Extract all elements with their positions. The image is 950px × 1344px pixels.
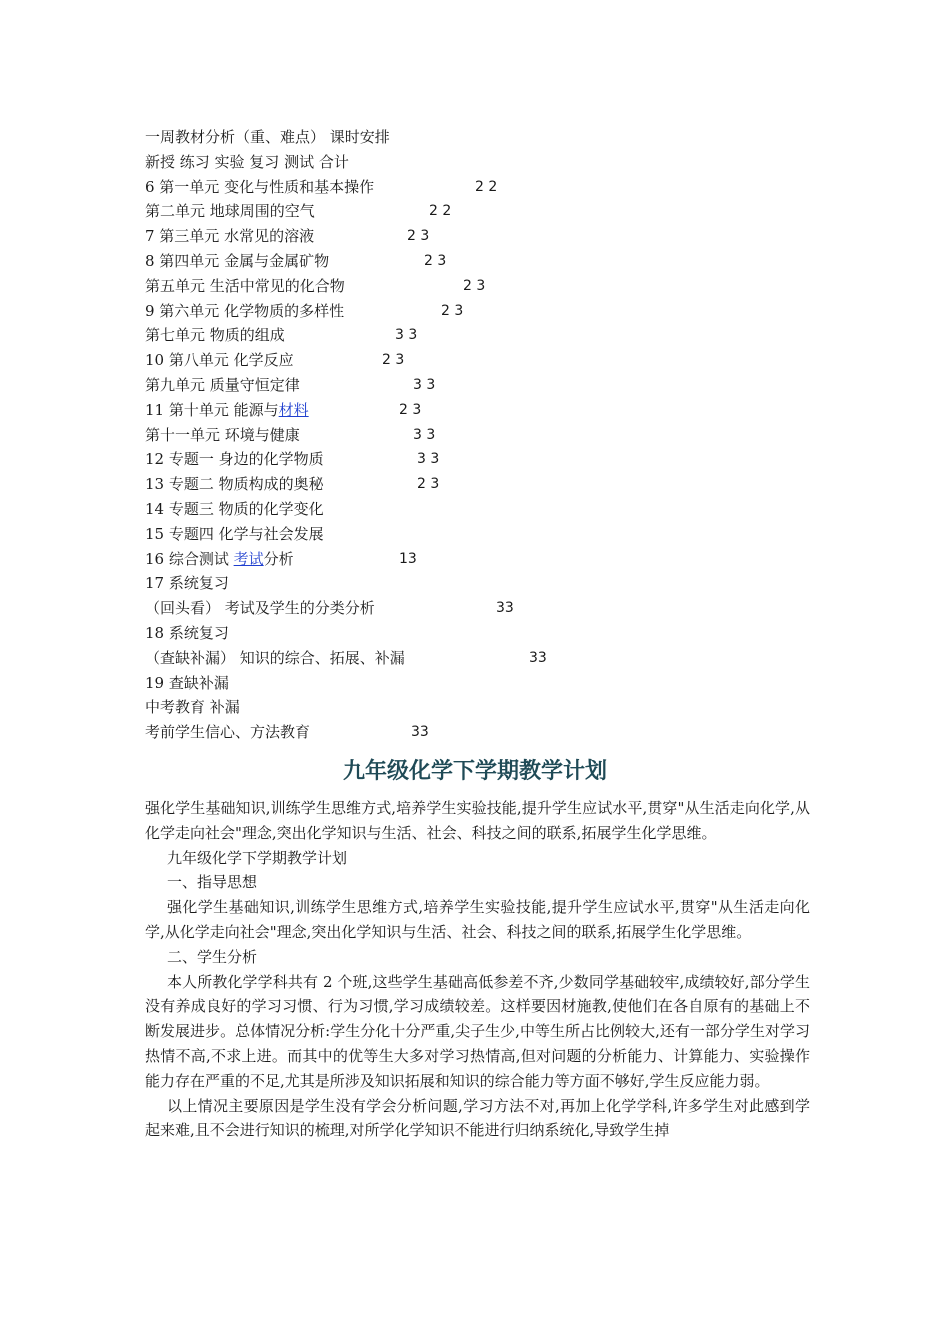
schedule-line bbox=[145, 695, 845, 720]
schedule-line bbox=[145, 373, 845, 398]
schedule-line bbox=[145, 447, 845, 472]
schedule-item-text: 第七单元 物质的组成 bbox=[145, 326, 285, 345]
schedule-item-hours: 2 2 bbox=[475, 178, 498, 195]
schedule-item-hours: 2 3 bbox=[382, 352, 405, 369]
schedule-item-text-before: 16 综合测试 bbox=[145, 549, 234, 568]
schedule-item-hours: 2 3 bbox=[463, 277, 486, 294]
schedule-item-text bbox=[145, 547, 294, 572]
schedule-item-text: （查缺补漏） 知识的综合、拓展、补漏 bbox=[145, 648, 405, 667]
schedule-item-hours: 3 3 bbox=[413, 376, 436, 393]
schedule-line bbox=[145, 720, 845, 745]
schedule-line bbox=[145, 646, 845, 671]
schedule-item-hours: 3 3 bbox=[417, 451, 440, 468]
schedule-line bbox=[145, 224, 845, 249]
schedule-item-text: 第九单元 质量守恒定律 bbox=[145, 375, 300, 394]
schedule-item-text: 中考教育 补漏 bbox=[145, 698, 240, 717]
schedule-line bbox=[145, 323, 845, 348]
schedule-header-text: 一周教材分析（重、难点） 课时安排 bbox=[145, 128, 390, 146]
schedule-item-hours: 33 bbox=[529, 649, 547, 666]
guiding-thought-paragraph: 强化学生基础知识,训练学生思维方式,培养学生实验技能,提升学生应试水平,贯穿"从生活走向化学,从化学走向社会"理念,突出化学知识与生活、社会、科技之间的联系,拓展学生化学思维。 bbox=[145, 898, 810, 941]
schedule-item-text: 18 系统复习 bbox=[145, 623, 229, 642]
schedule-item-text: 8 第四单元 金属与金属矿物 bbox=[145, 251, 330, 270]
schedule-line bbox=[145, 299, 845, 324]
schedule-item-hours: 33 bbox=[496, 600, 514, 617]
exam-link[interactable]: 考试 bbox=[233, 549, 264, 568]
schedule-line bbox=[145, 125, 845, 150]
section-heading-student-analysis: 二、学生分析 bbox=[167, 947, 258, 966]
schedule-item-hours: 2 3 bbox=[399, 401, 422, 418]
schedule-item-text: 7 第三单元 水常见的溶液 bbox=[145, 227, 315, 246]
schedule-item-text: 14 专题三 物质的化学变化 bbox=[145, 499, 324, 518]
schedule-item-text: 13 专题二 物质构成的奥秘 bbox=[145, 475, 324, 494]
schedule-item-hours: 2 3 bbox=[441, 302, 464, 319]
schedule-item-text: 19 查缺补漏 bbox=[145, 673, 229, 692]
schedule-item-hours: 2 3 bbox=[424, 252, 447, 269]
schedule-line bbox=[145, 522, 845, 547]
schedule-line bbox=[145, 150, 845, 175]
schedule-item-text: （回头看） 考试及学生的分类分析 bbox=[145, 599, 375, 618]
materials-link[interactable]: 材料 bbox=[278, 400, 309, 419]
schedule-item-hours: 3 3 bbox=[395, 327, 418, 344]
schedule-item-hours: 13 bbox=[399, 550, 417, 567]
schedule-line bbox=[145, 348, 845, 373]
schedule-line bbox=[145, 175, 845, 200]
section-heading-guiding-thought: 一、指导思想 bbox=[167, 873, 258, 892]
schedule-line bbox=[145, 671, 845, 696]
schedule-line bbox=[145, 571, 845, 596]
schedule-item-text: 9 第六单元 化学物质的多样性 bbox=[145, 301, 345, 320]
sub-title: 九年级化学下学期教学计划 bbox=[167, 848, 348, 867]
schedule-item-text: 17 系统复习 bbox=[145, 574, 229, 593]
schedule-item-hours: 33 bbox=[411, 724, 429, 741]
schedule-item-text: 考前学生信心、方法教育 bbox=[145, 723, 311, 742]
schedule-line bbox=[145, 472, 845, 497]
schedule-item-text-before: 11 第十单元 能源与 bbox=[145, 400, 279, 419]
student-analysis-paragraph: 本人所教化学学科共有 2 个班,这些学生基础高低参差不齐,少数同学基础较牢,成绩较好,部分学生没有养成良好的学习习惯、行为习惯,学习成绩较差。这样要因材施教,使他们在各自原有的基础上不断发展进步。总体情况分析:学生分化十分严重,尖子生少,中等生所占比例较大,还有一部分学生对学习热情不高,不求上进。而其中的优等生大多对学习热情高,但对问题的分析能力、计算能力、实验操作能力存在严重的不足,尤其是所涉及知识拓展和知识的综合能力等方面不够好,学生反应能力弱。 bbox=[145, 972, 810, 1090]
schedule-line bbox=[145, 596, 845, 621]
schedule-item-text: 15 专题四 化学与社会发展 bbox=[145, 524, 324, 543]
schedule-item-text-after: 分析 bbox=[263, 549, 294, 568]
schedule-item-text: 第五单元 生活中常见的化合物 bbox=[145, 276, 345, 295]
document-body bbox=[145, 796, 810, 1143]
schedule-line bbox=[145, 249, 845, 274]
schedule-line bbox=[145, 199, 845, 224]
schedule-item-text: 12 专题一 身边的化学物质 bbox=[145, 450, 324, 469]
schedule-list bbox=[145, 125, 845, 745]
intro-paragraph: 强化学生基础知识,训练学生思维方式,培养学生实验技能,提升学生应试水平,贯穿"从生活走向化学,从化学走向社会"理念,突出化学知识与生活、社会、科技之间的联系,拓展学生化学思维。 bbox=[145, 799, 810, 842]
schedule-columns-text: 新授 练习 实验 复习 测试 合计 bbox=[145, 152, 349, 171]
schedule-item-text: 第二单元 地球周围的空气 bbox=[145, 202, 315, 221]
document-title: 九年级化学下学期教学计划 bbox=[342, 758, 607, 784]
schedule-item-text: 6 第一单元 变化与性质和基本操作 bbox=[145, 177, 375, 196]
schedule-item-hours: 2 3 bbox=[407, 228, 430, 245]
schedule-item-hours: 2 2 bbox=[429, 203, 452, 220]
schedule-item-text: 第十一单元 环境与健康 bbox=[145, 425, 300, 444]
schedule-line bbox=[145, 398, 845, 423]
schedule-line bbox=[145, 621, 845, 646]
schedule-line bbox=[145, 497, 845, 522]
schedule-item-text bbox=[145, 398, 309, 423]
schedule-line bbox=[145, 274, 845, 299]
schedule-item-hours: 2 3 bbox=[417, 476, 440, 493]
schedule-item-text: 10 第八单元 化学反应 bbox=[145, 351, 294, 370]
student-analysis-paragraph-2: 以上情况主要原因是学生没有学会分析问题,学习方法不对,再加上化学学科,许多学生对此感到学起来难,且不会进行知识的梳理,对所学化学知识不能进行归纳系统化,导致学生掉 bbox=[145, 1096, 810, 1140]
schedule-item-hours: 3 3 bbox=[413, 426, 436, 443]
schedule-line bbox=[145, 547, 845, 572]
schedule-line bbox=[145, 423, 845, 448]
